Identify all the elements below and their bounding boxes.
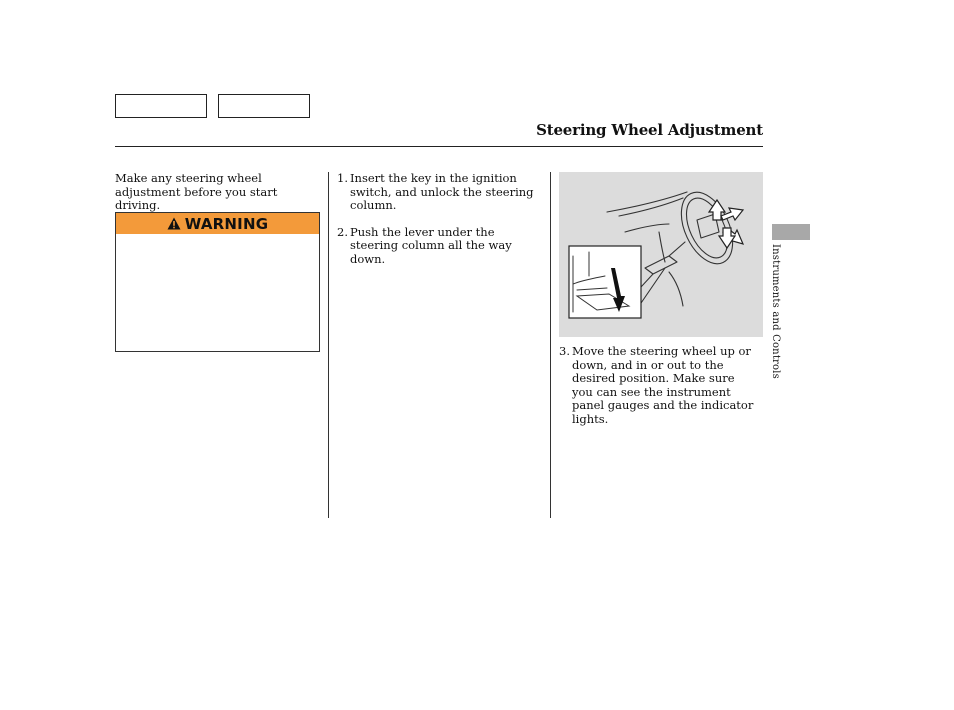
warning-box: [115, 212, 320, 352]
step-text: Move the steering wheel up or down, and in or out to the desired position. Make sure you can see the instrument panel gauges and the indicator lights.: [572, 344, 754, 426]
warning-triangle-icon: [167, 217, 181, 230]
warning-label: WARNING: [184, 214, 269, 233]
step-text: Push the lever under the steering column all the way down.: [350, 224, 512, 266]
nav-index-button[interactable]: [218, 94, 310, 118]
intro-paragraph: Make any steering wheel adjustment before you start driving.: [115, 171, 278, 212]
column-divider-2: [550, 172, 551, 518]
steering-wheel-illustration: [559, 172, 763, 337]
step-text: Insert the key in the ignition switch, and unlock the steering column.: [350, 171, 534, 212]
warning-header: [116, 213, 319, 234]
list-item: [337, 226, 542, 267]
step-number: 3.: [559, 344, 570, 358]
step-number: 2.: [337, 224, 348, 239]
steering-wheel-drawing: [559, 172, 763, 337]
page-title: Steering Wheel Adjustment: [536, 121, 763, 139]
title-rule: [115, 146, 763, 147]
nav-main-menu-button[interactable]: [115, 94, 207, 118]
step-number: 1.: [337, 171, 348, 185]
column-divider-1: [328, 172, 329, 518]
section-tab-marker[interactable]: [772, 224, 810, 240]
steps-list-1: [337, 172, 542, 279]
list-item: [337, 172, 542, 213]
steps-list-2: [559, 345, 759, 439]
section-tab-label: Instruments and Controls: [770, 244, 781, 379]
list-item: [559, 345, 759, 426]
